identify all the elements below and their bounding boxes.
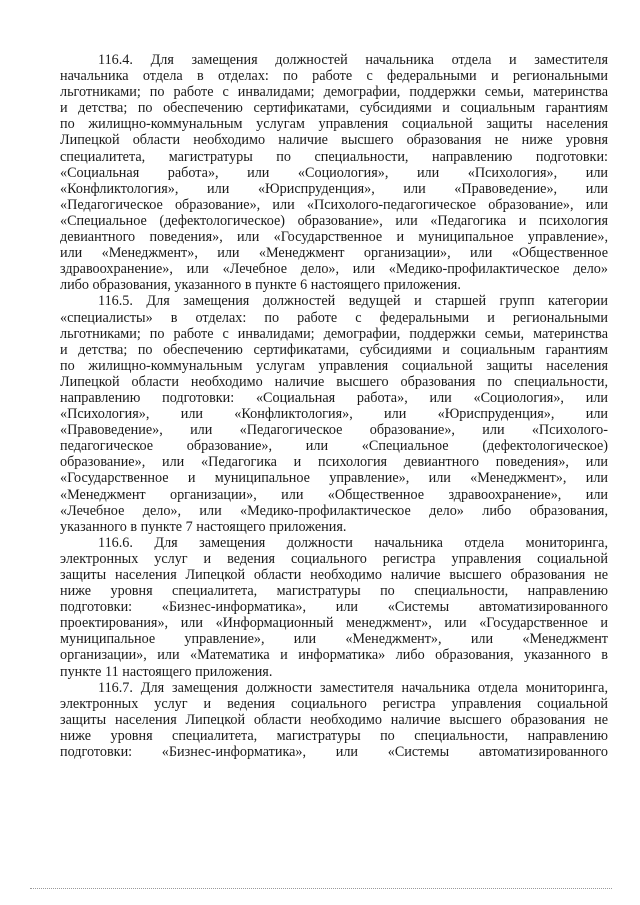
- text-line: «Специальное (дефектологическое) образование», или «Педагогика и психология: [60, 212, 608, 229]
- text-line: Липецкой области необходимо наличие высшего образования по специальности,: [60, 373, 608, 390]
- text-line: подготовки: «Бизнес-информатика», или «Системы автоматизированного: [60, 744, 608, 761]
- text-line: электронных услуг и ведения социального регистра управления социальной: [60, 550, 608, 567]
- text-line: 116.4. Для замещения должностей начальника отдела и заместителя: [98, 52, 608, 68]
- text-line: пункте 11 настоящего приложения.: [60, 663, 273, 680]
- text-line: ниже уровня специалитета, магистратуры по специальности, направлению: [60, 727, 608, 744]
- text-line: и детства; по обеспечению сертификатами, субсидиями и социальным гарантиям: [60, 100, 608, 117]
- text-line: «Правоведение», или «Педагогическое образование», или «Психолого-: [60, 422, 608, 439]
- text-line: по жилищно-коммунальным услугам управления социальной защиты населения: [60, 357, 608, 374]
- text-line: защиты населения Липецкой области необходимо наличие высшего образования не: [60, 567, 608, 583]
- text-line: либо образования, указанного в пункте 6 настоящего приложения.: [60, 277, 461, 294]
- clause-paragraph: [60, 293, 608, 534]
- text-line: 116.7. Для замещения должности заместителя начальника отдела мониторинга,: [98, 679, 608, 696]
- text-line: ниже уровня специалитета, магистратуры по специальности, направлению: [60, 583, 608, 600]
- text-line: специалитета, магистратуры по специальности, направлению подготовки:: [60, 148, 608, 165]
- text-line: образование», или «Педагогика и психология девиантного поведения», или: [60, 454, 608, 471]
- text-line: «Менеджмент организации», или «Общественное здравоохранение», или: [60, 486, 608, 503]
- text-line: муниципальное управление», или «Менеджмент», или «Менеджмент: [60, 631, 608, 648]
- clause-paragraph: [60, 535, 608, 680]
- text-line: «Конфликтология», или «Юриспруденция», или «Правоведение», или: [60, 180, 608, 197]
- text-line: здравоохранение», или «Лечебное дело», или «Медико-профилактическое дело»: [60, 261, 608, 278]
- text-line: «Педагогическое образование», или «Психолого-педагогическое образование», или: [60, 196, 608, 213]
- text-line: «Государственное и муниципальное управление», или «Менеджмент», или: [60, 470, 608, 487]
- text-line: направлению подготовки: «Социальная работа», или «Социология», или: [60, 389, 608, 406]
- text-line: или «Менеджмент», или «Менеджмент организации», или «Общественное: [60, 245, 608, 262]
- text-line: Липецкой области необходимо наличие высшего образования не ниже уровня: [60, 132, 608, 149]
- text-line: проектирования», или «Информационный менеджмент», или «Государственное и: [60, 615, 608, 632]
- text-line: указанного в пункте 7 настоящего приложения.: [60, 518, 347, 535]
- text-line: педагогическое образование», или «Специальное (дефектологическое): [60, 438, 608, 455]
- text-line: и детства; по обеспечению сертификатами, субсидиями и социальным гарантиям: [60, 341, 608, 358]
- text-line: «специалисты» в отделах: по работе с федеральными и региональными: [60, 309, 608, 326]
- clause-paragraph: [60, 52, 608, 293]
- text-line: организации», или «Математика и информатика» либо образования, указанного в: [60, 647, 608, 664]
- text-line: подготовки: «Бизнес-информатика», или «Системы автоматизированного: [60, 599, 608, 616]
- document-body: [60, 52, 608, 760]
- clause-paragraph: [60, 680, 608, 760]
- text-line: льготниками; по работе с инвалидами; демографии, поддержки семьи, материнства: [60, 84, 608, 101]
- text-line: электронных услуг и ведения социального регистра управления социальной: [60, 695, 608, 712]
- text-line: 116.5. Для замещения должностей ведущей и старшей групп категории: [98, 293, 608, 310]
- text-line: начальника отдела в отделах: по работе с федеральными и региональными: [60, 68, 608, 85]
- text-line: льготниками; по работе с инвалидами; демографии, поддержки семьи, материнства: [60, 325, 608, 342]
- text-line: защиты населения Липецкой области необходимо наличие высшего образования не: [60, 711, 608, 728]
- text-line: девиантного поведения», или «Государственное и муниципальное управление»,: [60, 229, 608, 246]
- text-line: «Психология», или «Конфликтология», или «Юриспруденция», или: [60, 406, 608, 423]
- page-bottom-divider: [30, 888, 612, 889]
- text-line: 116.6. Для замещения должности начальника отдела мониторинга,: [98, 534, 608, 551]
- text-line: «Социальная работа», или «Социология», или «Психология», или: [60, 164, 608, 181]
- text-line: по жилищно-коммунальным услугам управления социальной защиты населения: [60, 116, 608, 133]
- text-line: «Лечебное дело», или «Медико-профилактическое дело» либо образования,: [60, 502, 608, 519]
